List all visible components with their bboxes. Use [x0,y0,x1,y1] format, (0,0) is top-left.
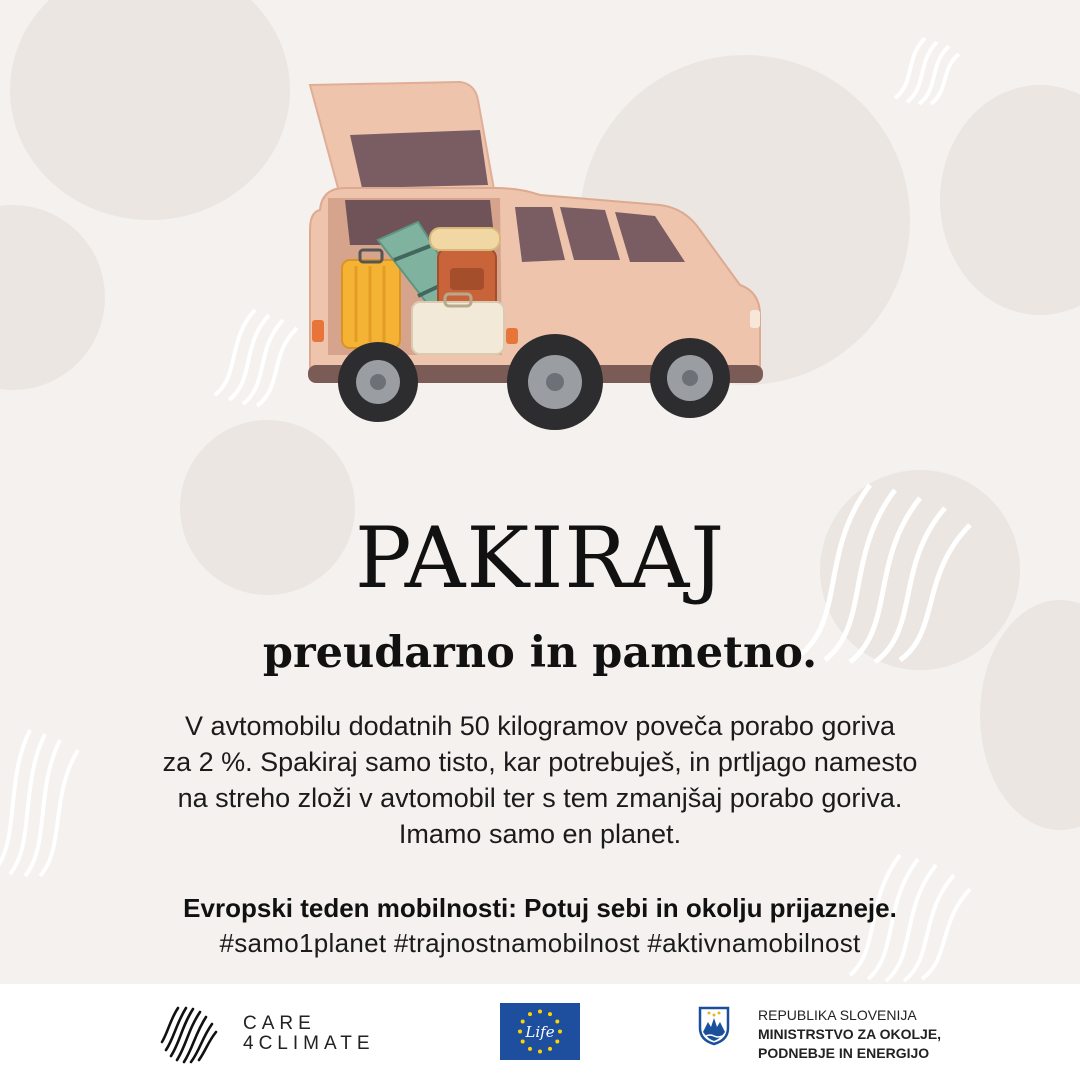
svg-text:Life: Life [525,1023,555,1041]
body-line: na streho zloži v avtomobil ter s tem zmanjšaj porabo goriva. [177,783,903,813]
eu-star-icon [548,1012,552,1016]
body-text [90,708,990,852]
body-line: Imamo samo en planet. [398,819,682,849]
eu-star-icon [555,1040,559,1044]
wave-pattern-icon [0,720,90,880]
hashtags: #samo1planet #trajnostnamobilnost #aktivnamobilnost [219,928,861,958]
eu-star-icon [538,1010,542,1014]
eu-star-icon [521,1040,525,1044]
headline: PAKIRAJ [355,509,725,607]
eu-star-icon [548,1047,552,1051]
body-line: V avtomobilu dodatnih 50 kilogramov poveča porabo goriva [185,711,895,741]
background-circle [0,205,105,390]
eu-star-icon [555,1020,559,1024]
car-with-luggage-illustration [290,70,790,440]
eu-star-icon [521,1020,525,1024]
ministry-name: REPUBLIKA SLOVENIJA MINISTRSTVO ZA OKOLJE, PODNEBJE IN ENERGIJO [758,1007,942,1061]
eu-star-icon [528,1012,532,1016]
eu-star-icon [558,1030,562,1034]
subheadline: preudarno in pametno. [262,628,818,678]
tagline: Evropski teden mobilnosti: Potuj sebi in okolju prijazneje. [183,893,897,923]
body-line: za 2 %. Spakiraj samo tisto, kar potrebuješ, in prtljago namesto [162,747,918,777]
eu-star-icon [518,1030,522,1034]
care4climate-logo-icon [158,1002,220,1064]
footer-logos [0,984,1080,1080]
eu-star-icon [528,1047,532,1051]
care4climate-wordmark: CARE 4CLIMATE [243,1013,375,1054]
eu-star-icon [538,1050,542,1054]
slovenia-coat-of-arms-icon [698,1006,730,1046]
wave-pattern-icon [885,28,965,108]
background-circle [10,0,290,220]
background-circle [940,85,1080,315]
eu-life-logo-icon [500,1003,580,1060]
